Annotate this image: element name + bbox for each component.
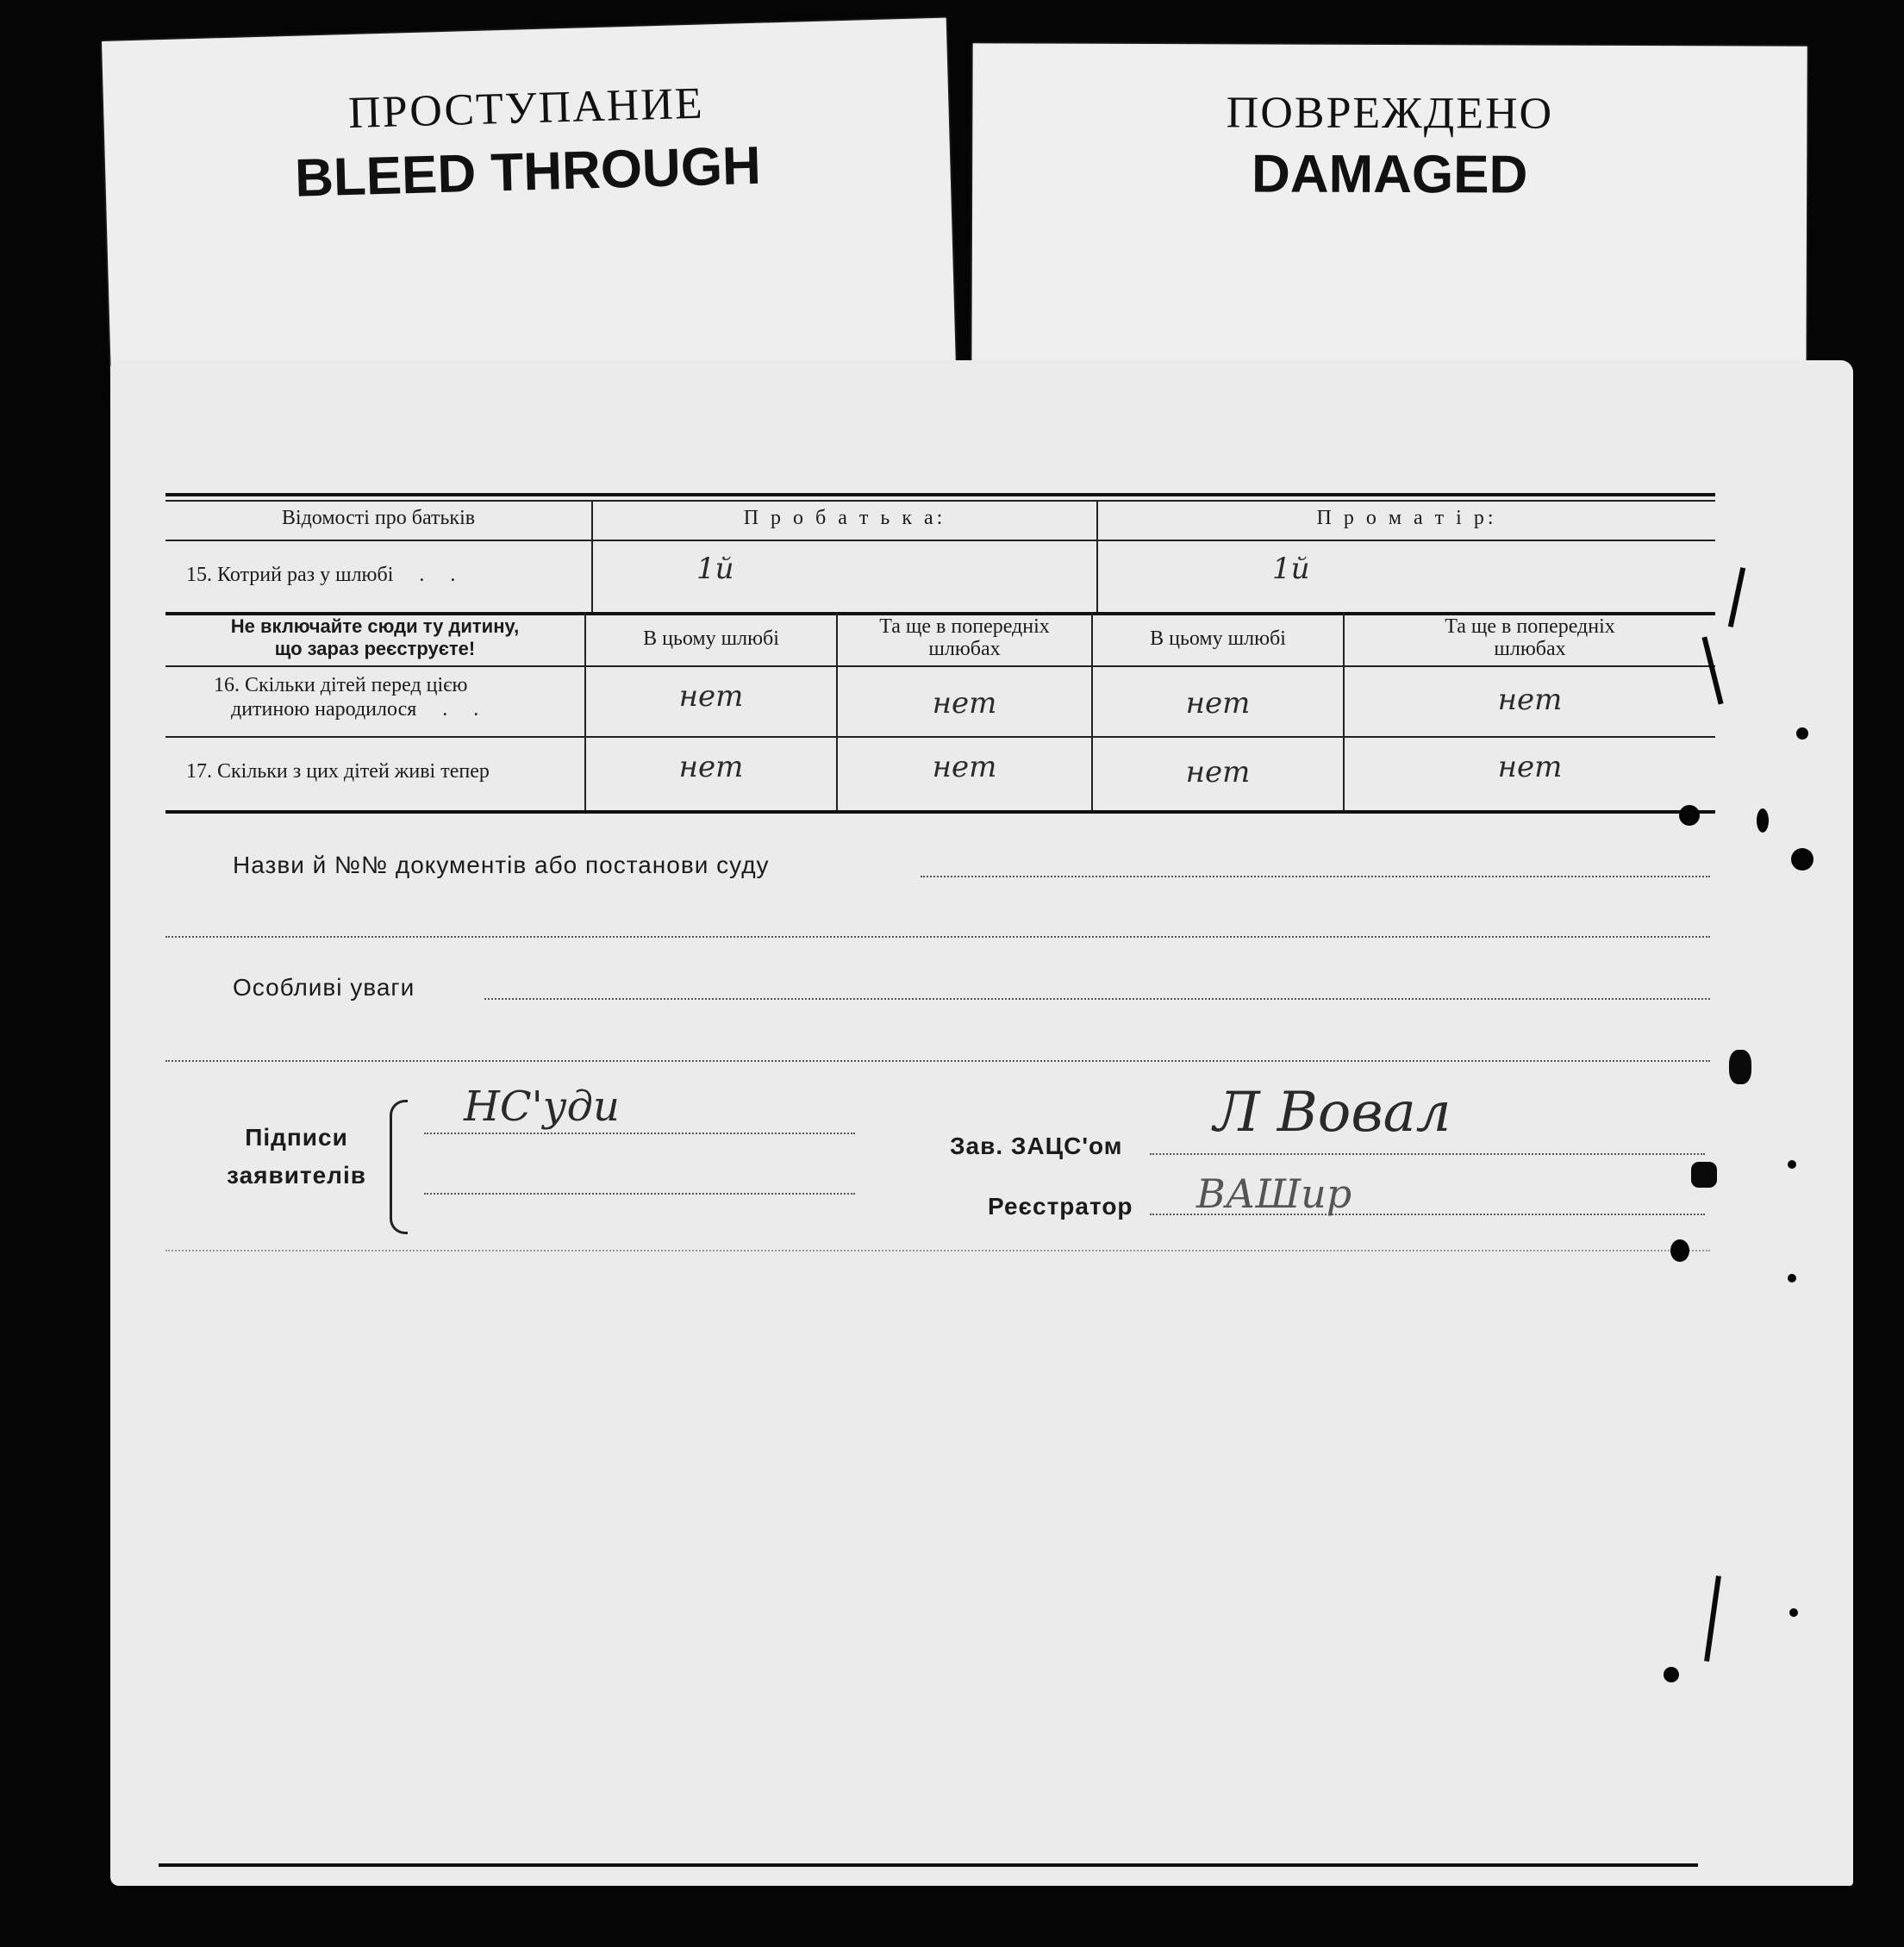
bleed-through-en-label: BLEED THROUGH [294,135,762,209]
row16-mother-this: нет [1185,686,1251,721]
row17-father-prev: нет [932,750,997,784]
hole-mark [1788,1274,1796,1282]
father-prev-marriages-header-1: Та ще в попередніх [879,615,1050,638]
tear-mark [1691,1162,1717,1188]
row15-mother-value: 1й [1272,552,1310,586]
head-signature-line [1150,1153,1705,1155]
document-sheet [110,360,1853,1886]
father-this-marriage-header: В цьому шлюбі [643,627,779,650]
row16-label-line-2: дитиною народилося . . [231,698,479,721]
documents-label: Назви й №№ документів або постанови суду [233,852,770,878]
table-rule-header [165,540,1715,541]
table-top-rule [165,493,1715,496]
hole-mark [1796,727,1808,739]
father-prev-marriages-header-2: шлюбах [928,638,1001,660]
bleed-through-card [102,18,956,403]
registrar-label: Реєстратор [988,1193,1133,1220]
applicant-signature: НС'уди [464,1083,620,1131]
damaged-card [971,43,1807,399]
note-line-1: Не включайте сюди ту дитину, [230,615,520,637]
documents-dotted-line-2 [165,936,1710,938]
hole-mark [1664,1667,1679,1682]
registrar-signature: ВАШир [1196,1170,1352,1217]
mother-prev-marriages-header-2: шлюбах [1494,638,1566,660]
header-mother: П р о м а т і р: [1316,507,1497,529]
table-rule-note [165,665,1715,667]
tear-mark [1729,1050,1751,1084]
row16-label-line-1: 16. Скільки дітей перед цією [214,674,468,696]
row17-father-this: нет [678,750,744,784]
hole-mark [1789,1608,1798,1617]
mother-this-marriage-header: В цьому шлюбі [1150,627,1286,650]
remarks-dotted-line-1 [484,998,1710,1000]
head-signature: Л Вовал [1214,1081,1451,1145]
row16-father-prev: нет [932,686,997,721]
row17-label: 17. Скільки з цих дітей живі тепер [186,760,490,783]
applicant-signature-line-2 [424,1193,855,1195]
row16-mother-prev: нет [1497,683,1563,717]
table-rule-row16 [165,736,1715,738]
note-line-2: що зараз реєструєте! [274,638,476,659]
hole-mark [1757,808,1769,833]
signatures-brace [390,1100,408,1234]
documents-dotted-line-1 [921,876,1710,877]
remarks-label: Особливі уваги [233,974,415,1001]
bleed-through-ru-label: ПРОСТУПАНИЕ [347,78,705,139]
table-bottom-rule [165,810,1715,814]
signatures-label-line-2: заявителів [227,1162,366,1189]
bottom-rule [159,1863,1698,1867]
header-parents-info: Відомості про батьків [281,507,476,529]
head-of-registry-label: Зав. ЗАЦС'ом [950,1133,1123,1159]
damaged-en-label: DAMAGED [1251,144,1528,205]
applicant-signature-line-1 [424,1133,855,1134]
signatures-label-line-1: Підписи [245,1124,348,1151]
tear-mark [1704,1576,1721,1662]
table-top-rule-2 [165,500,1715,502]
remarks-dotted-line-2 [165,1060,1710,1062]
hole-mark [1791,848,1813,871]
damaged-ru-label: ПОВРЕЖДЕНО [1226,88,1554,139]
hole-mark [1679,805,1700,826]
row17-mother-this: нет [1185,755,1251,789]
row15-father-value: 1й [696,552,734,586]
hole-mark [1788,1160,1796,1169]
row16-father-this: нет [678,679,744,714]
bottom-dotted-line [165,1250,1710,1251]
row17-mother-prev: нет [1497,750,1563,784]
header-father: П р о б а т ь к а: [743,507,946,529]
mother-prev-marriages-header-1: Та ще в попередніх [1445,615,1615,638]
row15-label: 15. Котрий раз у шлюбі . . [186,564,456,586]
tear-mark [1728,567,1745,627]
hole-mark [1670,1239,1689,1262]
